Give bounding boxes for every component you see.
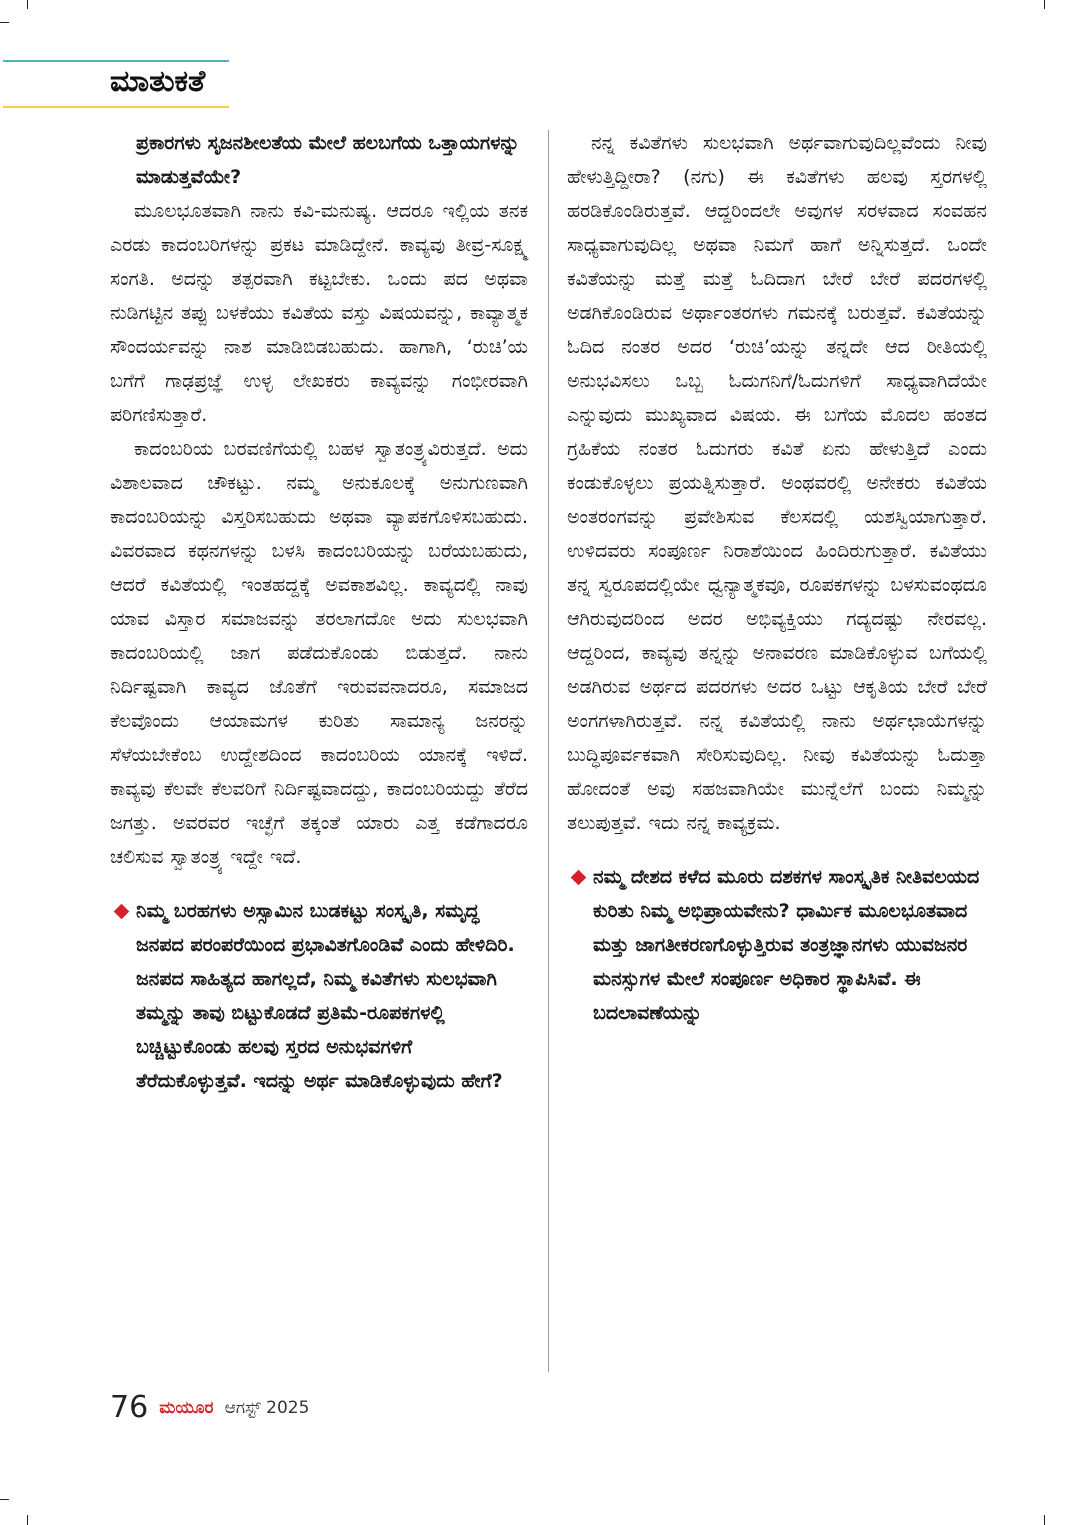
- right-column: [567, 126, 987, 1030]
- question-text: ನಿಮ್ಮ ಬರಹಗಳು ಅಸ್ಸಾಮಿನ ಬುಡಕಟ್ಟು ಸಂಸ್ಕೃತಿ, ಸಮೃದ್ಧ ಜನಪದ ಪರಂಪರೆಯಿಂದ ಪ್ರಭಾವಿತಗೊಂಡಿವೆ ಎಂದು ಹೇಳಿದಿರಿ. ಜನಪದ ಸಾಹಿತ್ಯದ ಹಾಗಲ್ಲದೆ, ನಿಮ್ಮ ಕವಿತೆಗಳು ಸುಲಭವಾಗಿ ತಮ್ಮನ್ನು ತಾವು ಬಿಟ್ಟುಕೊಡದೆ ಪ್ರತಿಮೆ-ರೂಪಕಗಳಲ್ಲಿ ಬಚ್ಚಿಟ್ಟುಕೊಂಡು ಹಲವು ಸ್ತರದ ಅನುಭವಗಳಿಗೆ ತೆರೆದುಕೊಳ್ಳುತ್ತವೆ. ಇದನ್ನು ಅರ್ಥ ಮಾಡಿಕೊಳ್ಳುವುದು ಹೇಗೆ?: [136, 900, 515, 1092]
- column-divider: [548, 130, 549, 1372]
- section-title: ಮಾತುಕತೆ: [110, 64, 206, 99]
- question-block: [567, 860, 987, 1030]
- red-diamond-bullet-icon: [571, 870, 587, 886]
- crop-mark: [1044, 0, 1045, 9]
- header-rule-bottom: [3, 106, 229, 108]
- magazine-logo: ಮಯೂರ: [159, 1397, 214, 1418]
- crop-mark: [0, 1499, 9, 1500]
- answer-paragraph: ಮೂಲಭೂತವಾಗಿ ನಾನು ಕವಿ-ಮನುಷ್ಯ. ಆದರೂ ಇಲ್ಲಿಯ ತನಕ ಎರಡು ಕಾದಂಬರಿಗಳನ್ನು ಪ್ರಕಟ ಮಾಡಿದ್ದೇನೆ. ಕಾವ್ಯವು ತೀವ್ರ-ಸೂಕ್ಷ್ಮ ಸಂಗತಿ. ಅದನ್ನು ತತ್ಪರವಾಗಿ ಕಟ್ಟಬೇಕು. ಒಂದು ಪದ ಅಥವಾ ನುಡಿಗಟ್ಟಿನ ತಪ್ಪು ಬಳಕೆಯು ಕವಿತೆಯ ವಸ್ತು ವಿಷಯವನ್ನು, ಕಾವ್ಯಾತ್ಮಕ ಸೌಂದರ್ಯವನ್ನು ನಾಶ ಮಾಡಿಬಿಡಬಹುದು. ಹಾಗಾಗಿ, ‘ರುಚಿ’ಯ ಬಗೆಗೆ ಗಾಢಪ್ರಜ್ಞೆ ಉಳ್ಳ ಲೇಖಕರು ಕಾವ್ಯವನ್ನು ಗಂಭೀರವಾಗಿ ಪರಿಗಣಿಸುತ್ತಾರೆ.: [110, 200, 528, 426]
- answer-paragraph: ನನ್ನ ಕವಿತೆಗಳು ಸುಲಭವಾಗಿ ಅರ್ಥವಾಗುವುದಿಲ್ಲವೆಂದು ನೀವು ಹೇಳುತ್ತಿದ್ದೀರಾ? (ನಗು) ಈ ಕವಿತೆಗಳು ಹಲವು ಸ್ತರಗಳಲ್ಲಿ ಹರಡಿಕೊಂಡಿರುತ್ತವೆ. ಆದ್ದರಿಂದಲೇ ಅವುಗಳ ಸರಳವಾದ ಸಂವಹನ ಸಾಧ್ಯವಾಗುವುದಿಲ್ಲ ಅಥವಾ ನಿಮಗೆ ಹಾಗೆ ಅನ್ನಿಸುತ್ತದೆ. ಒಂದೇ ಕವಿತೆಯನ್ನು ಮತ್ತೆ ಮತ್ತೆ ಓದಿದಾಗ ಬೇರೆ ಬೇರೆ ಪದರಗಳಲ್ಲಿ ಅಡಗಿಕೊಂಡಿರುವ ಅರ್ಥಾಂತರಗಳು ಗಮನಕ್ಕೆ ಬರುತ್ತವೆ. ಕವಿತೆಯನ್ನು ಓದಿದ ನಂತರ ಅದರ ‘ರುಚಿ’ಯನ್ನು ತನ್ನದೇ ಆದ ರೀತಿಯಲ್ಲಿ ಅನುಭವಿಸಲು ಒಬ್ಬ ಓದುಗನಿಗೆ/ಓದುಗಳಿಗೆ ಸಾಧ್ಯವಾಗಿದೆಯೇ ಎನ್ನುವುದು ಮುಖ್ಯವಾದ ವಿಷಯ. ಈ ಬಗೆಯ ಮೊದಲ ಹಂತದ ಗ್ರಹಿಕೆಯ ನಂತರ ಓದುಗರು ಕವಿತೆ ಏನು ಹೇಳುತ್ತಿದೆ ಎಂದು ಕಂಡುಕೊಳ್ಳಲು ಪ್ರಯತ್ನಿಸುತ್ತಾರೆ. ಅಂಥವರಲ್ಲಿ ಅನೇಕರು ಕವಿತೆಯ ಅಂತರಂಗವನ್ನು ಪ್ರವೇಶಿಸುವ ಕೆಲಸದಲ್ಲಿ ಯಶಸ್ವಿಯಾಗುತ್ತಾರೆ. ಉಳಿದವರು ಸಂಪೂರ್ಣ ನಿರಾಶೆಯಿಂದ ಹಿಂದಿರುಗುತ್ತಾರೆ. ಕವಿತೆಯು ತನ್ನ ಸ್ವರೂಪದಲ್ಲಿಯೇ ಧ್ವನ್ಯಾತ್ಮಕವೂ, ರೂಪಕಗಳನ್ನು ಬಳಸುವಂಥದೂ ಆಗಿರುವುದರಿಂದ ಅದರ ಅಭಿವ್ಯಕ್ತಿಯು ಗದ್ಯದಷ್ಟು ನೇರವಲ್ಲ. ಆದ್ದರಿಂದ, ಕಾವ್ಯವು ತನ್ನನ್ನು ಅನಾವರಣ ಮಾಡಿಕೊಳ್ಳುವ ಬಗೆಯಲ್ಲಿ ಅಡಗಿರುವ ಅರ್ಥದ ಪದರಗಳು ಅದರ ಒಟ್ಟು ಆಕೃತಿಯ ಬೇರೆ ಬೇರೆ ಅಂಗಗಳಾಗಿರುತ್ತವೆ. ನನ್ನ ಕವಿತೆಯಲ್ಲಿ ನಾನು ಅರ್ಥಛಾಯೆಗಳನ್ನು ಬುದ್ಧಿಪೂರ್ವಕವಾಗಿ ಸೇರಿಸುವುದಿಲ್ಲ. ನೀವು ಕವಿತೆಯನ್ನು ಓದುತ್ತಾ ಹೋದಂತೆ ಅವು ಸಹಜವಾಗಿಯೇ ಮುನ್ನೆಲೆಗೆ ಬಂದು ನಿಮ್ಮನ್ನು ತಲುಪುತ್ತವೆ. ಇದು ನನ್ನ ಕಾವ್ಯಕ್ರಮ.: [567, 132, 987, 834]
- crop-mark: [0, 22, 9, 23]
- question-intro: ಪ್ರಕಾರಗಳು ಸೃಜನಶೀಲತೆಯ ಮೇಲೆ ಹಲಬಗೆಯ ಒತ್ತಾಯಗಳನ್ನು ಮಾಡುತ್ತವೆಯೇ?: [136, 132, 520, 188]
- question-block: [110, 894, 528, 1098]
- answer-paragraph: ಕಾದಂಬರಿಯ ಬರವಣಿಗೆಯಲ್ಲಿ ಬಹಳ ಸ್ವಾತಂತ್ರ್ಯವಿರುತ್ತದೆ. ಅದು ವಿಶಾಲವಾದ ಚೌಕಟ್ಟು. ನಮ್ಮ ಅನುಕೂಲಕ್ಕೆ ಅನುಗುಣವಾಗಿ ಕಾದಂಬರಿಯನ್ನು ವಿಸ್ತರಿಸಬಹುದು ಅಥವಾ ವ್ಯಾಪಕಗೊಳಿಸಬಹುದು. ವಿವರವಾದ ಕಥನಗಳನ್ನು ಬಳಸಿ ಕಾದಂಬರಿಯನ್ನು ಬರೆಯಬಹುದು, ಆದರೆ ಕವಿತೆಯಲ್ಲಿ ಇಂತಹದ್ದಕ್ಕೆ ಅವಕಾಶವಿಲ್ಲ. ಕಾವ್ಯದಲ್ಲಿ ನಾವು ಯಾವ ವಿಸ್ತಾರ ಸಮಾಜವನ್ನು ತರಲಾಗದೋ ಅದು ಸುಲಭವಾಗಿ ಕಾದಂಬರಿಯಲ್ಲಿ ಜಾಗ ಪಡೆದುಕೊಂಡು ಬಿಡುತ್ತದೆ. ನಾನು ನಿರ್ದಿಷ್ಟವಾಗಿ ಕಾವ್ಯದ ಜೊತೆಗೆ ಇರುವವನಾದರೂ, ಸಮಾಜದ ಕೆಲವೊಂದು ಆಯಾಮಗಳ ಕುರಿತು ಸಾಮಾನ್ಯ ಜನರನ್ನು ಸೆಳೆಯಬೇಕೆಂಬ ಉದ್ದೇಶದಿಂದ ಕಾದಂಬರಿಯ ಯಾನಕ್ಕೆ ಇಳಿದೆ. ಕಾವ್ಯವು ಕೆಲವೇ ಕೆಲವರಿಗೆ ನಿರ್ದಿಷ್ಟವಾದದ್ದು, ಕಾದಂಬರಿಯದ್ದು ತೆರೆದ ಜಗತ್ತು. ಅವರವರ ಇಚ್ಛೆಗೆ ತಕ್ಕಂತೆ ಯಾರು ಎತ್ತ ಕಡೆಗಾದರೂ ಚಲಿಸುವ ಸ್ವಾತಂತ್ರ್ಯ ಇದ್ದೇ ಇದೆ.: [110, 438, 528, 868]
- crop-mark: [27, 0, 28, 9]
- page-footer: [110, 1390, 309, 1425]
- question-text: ನಮ್ಮ ದೇಶದ ಕಳೆದ ಮೂರು ದಶಕಗಳ ಸಾಂಸ್ಕೃತಿಕ ನೀತಿವಲಯದ ಕುರಿತು ನಿಮ್ಮ ಅಭಿಪ್ರಾಯವೇನು? ಧಾರ್ಮಿಕ ಮೂಲಭೂತವಾದ ಮತ್ತು ಜಾಗತೀಕರಣಗೊಳ್ಳುತ್ತಿರುವ ತಂತ್ರಜ್ಞಾನಗಳು ಯುವಜನರ ಮನಸ್ಸುಗಳ ಮೇಲೆ ಸಂಪೂರ್ಣ ಅಧಿಕಾರ ಸ್ಥಾಪಿಸಿವೆ. ಈ ಬದಲಾವಣೆಯನ್ನು: [593, 866, 980, 1024]
- page-number: 76: [110, 1390, 149, 1425]
- issue-date: ಆಗಸ್ಟ್ 2025: [224, 1397, 310, 1418]
- red-diamond-bullet-icon: [114, 904, 130, 920]
- header-rule-top: [3, 60, 229, 62]
- left-column: [110, 126, 528, 1098]
- crop-mark: [1044, 1515, 1045, 1525]
- crop-mark: [27, 1515, 28, 1525]
